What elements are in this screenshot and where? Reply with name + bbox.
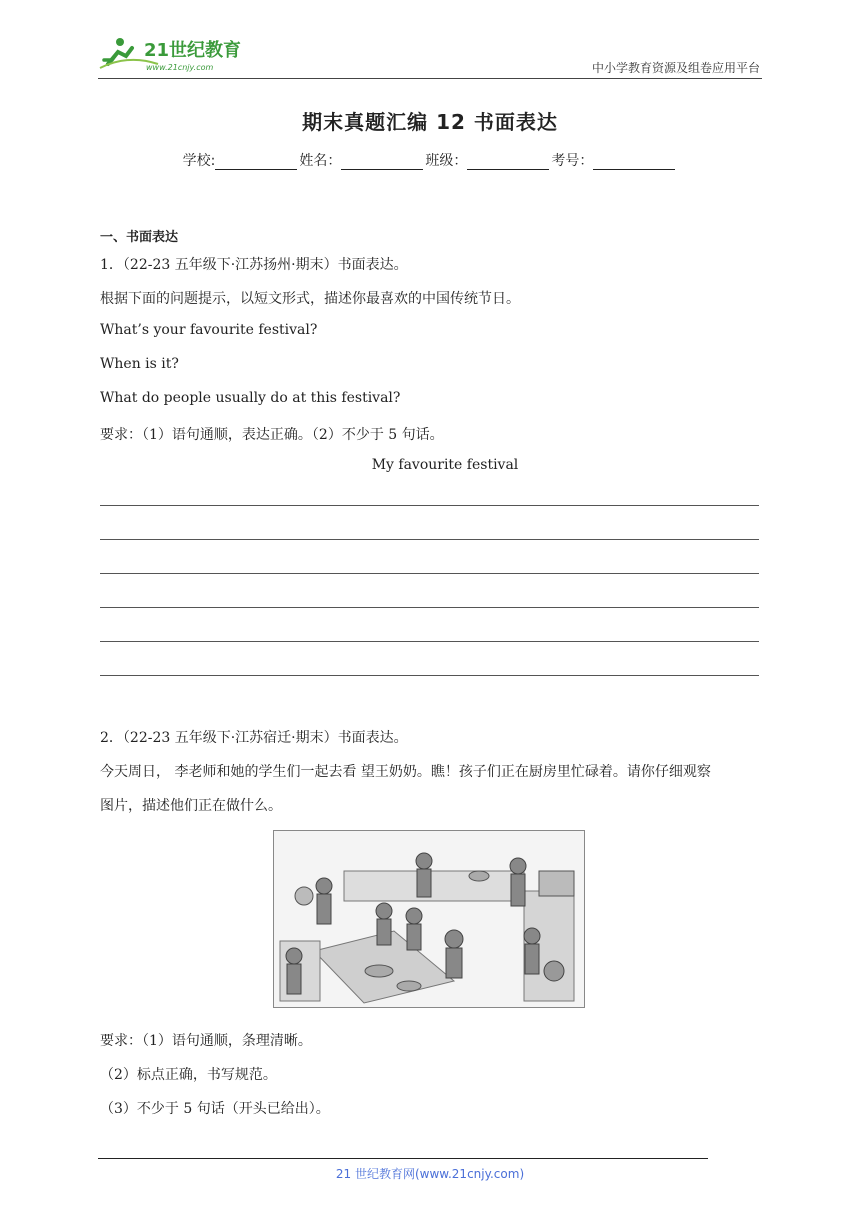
- header-platform-text: 中小学教育资源及组卷应用平台: [591, 61, 760, 75]
- student-info-line: [0, 150, 860, 170]
- question-1-hint-3: What do people usually do at this festival?: [100, 390, 401, 406]
- footer-link[interactable]: 21 世纪教育网(www.21cnjy.com): [335, 1167, 525, 1181]
- school-blank[interactable]: [215, 155, 297, 170]
- question-2-requirement-3: （3）不少于 5 句话（开头已给出）。: [100, 1101, 330, 1117]
- writing-line[interactable]: [100, 607, 759, 608]
- school-label: 学校:: [182, 153, 216, 169]
- question-1-intro: 1．（22-23 五年级下·江苏扬州·期末）书面表达。: [100, 257, 408, 273]
- question-2-text-line-1: 今天周日， 李老师和她的学生们一起去看 望王奶奶。瞧！孩子们正在厨房里忙碌着。请你仔细观察: [100, 764, 711, 780]
- exam-number-blank[interactable]: [593, 155, 675, 170]
- section-heading: 一、书面表达: [100, 230, 179, 245]
- essay-title: My favourite festival: [371, 457, 519, 473]
- question-1-hint-1: What’s your favourite festival?: [100, 322, 318, 338]
- question-1-hint-2: When is it?: [100, 356, 179, 372]
- name-label: 姓名：: [299, 153, 342, 169]
- question-1-requirement: 要求：（1）语句通顺，表达正确。（2）不少于 5 句话。: [100, 427, 444, 443]
- writing-line[interactable]: [100, 675, 759, 676]
- question-1-prompt: 根据下面的问题提示，以短文形式，描述你最喜欢的中国传统节日。: [100, 291, 520, 307]
- writing-line[interactable]: [100, 539, 759, 540]
- question-2-requirement-1: 要求：（1）语句通顺，条理清晰。: [100, 1033, 312, 1049]
- page-title: 期末真题汇编 12 书面表达: [302, 110, 558, 134]
- footer-divider: [98, 1158, 708, 1159]
- svg-text:www.21cnjy.com: www.21cnjy.com: [146, 63, 214, 72]
- writing-line[interactable]: [100, 641, 759, 642]
- svg-text:21世纪教育: 21世纪教育: [144, 40, 242, 61]
- exam-number-label: 考号：: [551, 153, 594, 169]
- writing-line[interactable]: [100, 573, 759, 574]
- question-2-intro: 2．（22-23 五年级下·江苏宿迁·期末）书面表达。: [100, 730, 408, 746]
- kitchen-scene-illustration: [273, 830, 585, 1008]
- writing-line[interactable]: [100, 505, 759, 506]
- site-logo: [98, 34, 263, 74]
- class-label: 班级：: [425, 153, 468, 169]
- page-header: [98, 30, 762, 79]
- class-blank[interactable]: [467, 155, 549, 170]
- name-blank[interactable]: [341, 155, 423, 170]
- question-2-requirement-2: （2）标点正确，书写规范。: [100, 1067, 277, 1083]
- question-2-text-line-2: 图片，描述他们正在做什么。: [100, 798, 282, 814]
